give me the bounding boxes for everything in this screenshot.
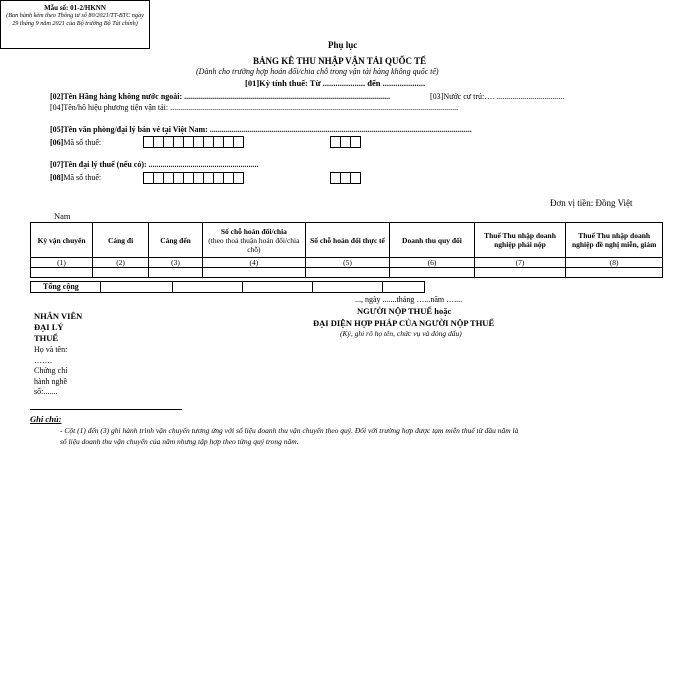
notes-heading: Ghi chú: [30,414,62,424]
total-cell[interactable] [312,281,383,293]
table-row[interactable] [31,268,663,278]
tax-code-boxes-08[interactable] [143,172,243,184]
col-number: (2) [93,258,149,268]
table-cell[interactable] [93,268,149,278]
airline-name-field[interactable]: [02]Tên Hãng hàng không nước ngoài: ....................................................................................................... [50,92,391,101]
tax-period: [01]Kỳ tính thuế: Từ .................... đến .................... [245,78,426,88]
notes-divider [30,409,182,410]
agent-cert-label: Chứng chỉ [34,366,68,375]
form-issued-note: (Ban hành kèm theo Thông tư số 80/2021/TT-BTC ngày 29 tháng 9 năm 2021 của Bộ trưởng Bộ Tài chính) [6,12,144,27]
column-number-row [31,258,663,268]
taxpayer-label: NGƯỜI NỘP THUẾ hoặc [357,306,452,316]
total-label: Tổng cộng [30,281,101,293]
year-label: Nam [54,211,71,221]
col-header-arrival: Cảng đến [149,223,203,258]
tax-agent-staff: NHÂN VIÊN ĐẠI LÝ THUẾ [34,311,83,343]
tax-code-branch-boxes-06[interactable] [330,136,360,148]
form-code-box [0,0,150,49]
sign-note: (Ký, ghi rõ họ tên, chức vụ và đóng dấu) [340,329,462,338]
col-header-actual-seats: Số chỗ hoán đổi thực tế [305,223,389,258]
col-number: (5) [305,258,389,268]
tax-code-label-08: [08]Mã số thuế: [50,173,102,182]
tax-code-label-06: [06]Mã số thuế: [50,138,102,147]
form-title: BẢNG KÊ THU NHẬP VẬN TẢI QUỐC TẾ [253,56,427,66]
note-line-1: - Cột (1) đến (3) ghi hành trình vận chuyển tương ứng với số liệu doanh thu vận chuyển theo quý. Đối với trường hợp được tạm miễn thuế từ đầu năm là [60,426,519,435]
form-code: Mẫu số: 01-2/HKNN [44,4,106,12]
tax-code-branch-boxes-08[interactable] [330,172,360,184]
note-line-2: số liệu doanh thu vận chuyển của năm nhưng tập hợp theo từng quý trong năm. [60,437,299,446]
income-table [30,222,663,278]
table-header-row [31,223,663,258]
col-number: (1) [31,258,93,268]
table-cell[interactable] [31,268,93,278]
date-line: ..., ngày .......tháng …...năm ….... [355,295,463,304]
total-cell[interactable] [242,281,313,293]
col-header-cit-payable: Thuế Thu nhập doanh nghiệp phải nộp [474,223,566,258]
agent-name-label: Họ và tên: [34,345,68,354]
col-number: (7) [474,258,566,268]
table-cell[interactable] [390,268,474,278]
total-cell[interactable] [100,281,173,293]
col-number: (8) [566,258,663,268]
table-cell[interactable] [202,268,305,278]
residence-country-field[interactable]: [03]Nước cư trú:…. .................................. [430,92,565,101]
col-number: (6) [390,258,474,268]
table-cell[interactable] [566,268,663,278]
col-header-revenue: Doanh thu quy đổi [390,223,474,258]
form-subtitle: (Dành cho trường hợp hoán đổi/chia chỗ trong vận tải hàng không quốc tế) [196,67,439,76]
col-number: (4) [202,258,305,268]
tax-agent-name-field[interactable]: [07]Tên đại lý thuế (nếu có): ....................................................... [50,160,259,169]
total-cell[interactable] [382,281,425,293]
col-header-departure: Cảng đi [93,223,149,258]
representative-label: ĐẠI DIỆN HỢP PHÁP CỦA NGƯỜI NỘP THUẾ [313,318,495,328]
total-cell[interactable] [172,281,243,293]
vehicle-name-field[interactable]: [04]Tên/hô hiệu phương tiện vận tải: ................................................................................................................................................ [50,103,459,112]
tax-code-boxes-06[interactable] [143,136,243,148]
table-cell[interactable] [149,268,203,278]
ticket-office-field[interactable]: [05]Tên văn phòng/đại lý bán vé tại Việt Nam: ................................................................................................................................... [50,125,472,134]
col-header-period: Kỳ vận chuyển [31,223,93,258]
col-header-cit-exempt: Thuế Thu nhập doanh nghiệp đề nghị miễn, giảm [566,223,663,258]
currency-unit: Đơn vị tiền: Đồng Việt [550,198,633,208]
appendix-label: Phụ lục [328,40,358,50]
tax-agent-details: Họ và tên: ……. Chứng chỉ hành nghề số:....... [34,345,68,396]
col-header-agreed-seats: Số chỗ hoán đổi/chia (theo thoả thuận hoán đổi/chia chỗ) [202,223,305,258]
table-cell[interactable] [474,268,566,278]
col-number: (3) [149,258,203,268]
table-cell[interactable] [305,268,389,278]
